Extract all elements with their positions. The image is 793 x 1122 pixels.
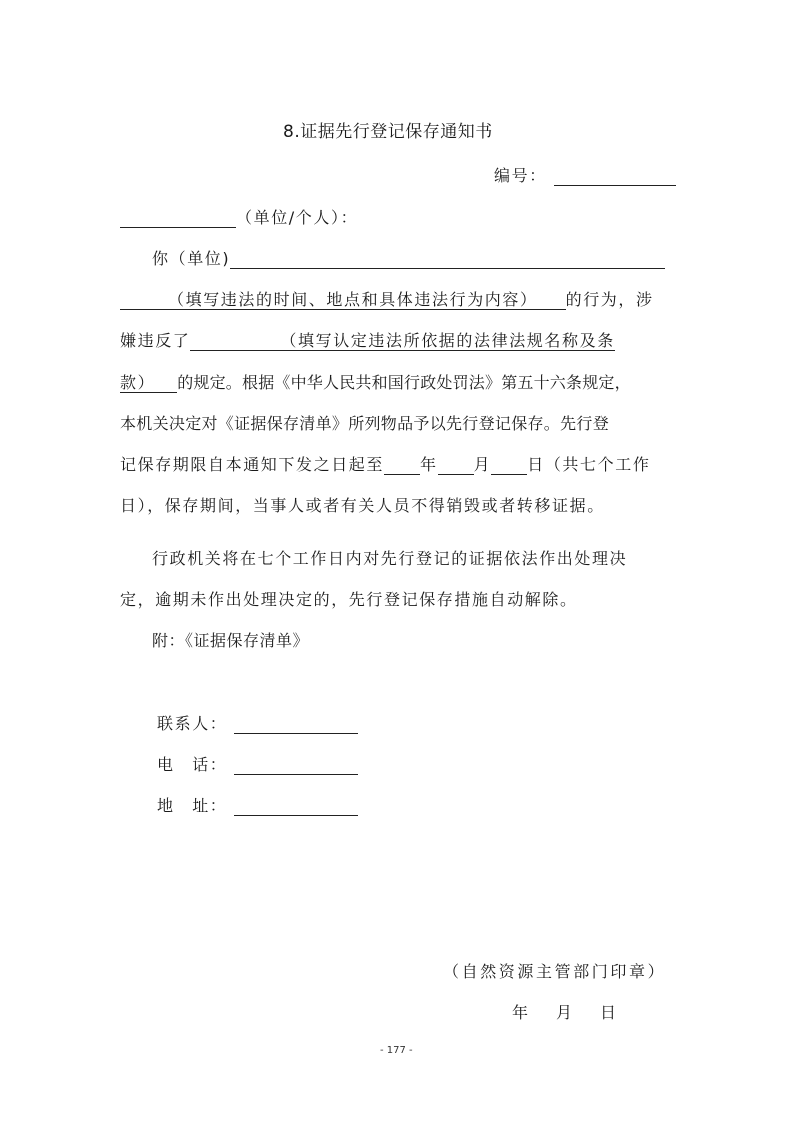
month-field[interactable] [438,455,474,475]
violation-field[interactable]: （填写违法的时间、地点和具体违法行为内容） [120,290,566,310]
day-suffix: 日（共七个工作 [527,455,651,474]
line-prohibition: 日），保存期间，当事人或者有关人员不得销毁或者转移证据。 [120,496,605,515]
law-field[interactable]: （填写认定违法所依据的法律法规名称及条 [190,331,614,351]
number-field[interactable] [554,166,676,186]
address-label: 地 址： [157,796,228,815]
line-unit [152,246,665,269]
law-prefix: 嫌违反了 [120,331,191,350]
para2-line1: 行政机关将在七个工作日内对先行登记的证据依法作出处理决 [152,549,628,568]
contact-label: 联系人： [157,714,228,733]
page-number: - 177 - [380,1045,413,1056]
contact-row [157,711,358,734]
attachment-line: 附：《证据保存清单》 [152,631,310,650]
line-violation [120,287,654,310]
contact-field[interactable] [234,714,358,734]
line-law [120,328,615,351]
period-prefix: 记保存期限自本通知下发之日起至 [120,455,385,474]
unit-prefix: 你（单位) [152,249,231,268]
addressee-row [120,205,358,228]
law-field-cont[interactable]: 款） [120,373,177,393]
number-label: 编号： [494,166,547,185]
day-field[interactable] [491,455,527,475]
basis-text: 的规定。根据《中华人民共和国行政处罚法》第五十六条规定， [177,373,631,392]
address-field[interactable] [234,796,358,816]
line-decision: 本机关决定对《证据保存清单》所列物品予以先行登记保存。先行登 [120,414,610,433]
phone-field[interactable] [234,755,358,775]
addressee-suffix: （单位/个人）： [236,208,359,227]
para2-line2: 定，逾期未作出处理决定的，先行登记保存措施自动解除。 [120,590,578,609]
seal-line: （自然资源主管部门印章） [443,962,667,981]
number-row [494,163,676,186]
unit-field[interactable] [230,249,665,269]
phone-row [157,752,358,775]
month-label: 月 [473,455,492,474]
line-period [120,452,650,475]
document-title: 8.证据先行登记保存通知书 [283,122,493,142]
year-label: 年 [420,455,438,474]
addressee-field[interactable] [120,208,236,228]
violation-suffix: 的行为，涉 [565,290,654,309]
date-line: 年 月 日 [512,1003,623,1022]
year-field[interactable] [384,455,420,475]
address-row [157,793,358,816]
line-basis [120,370,631,393]
phone-label: 电 话： [157,755,228,774]
